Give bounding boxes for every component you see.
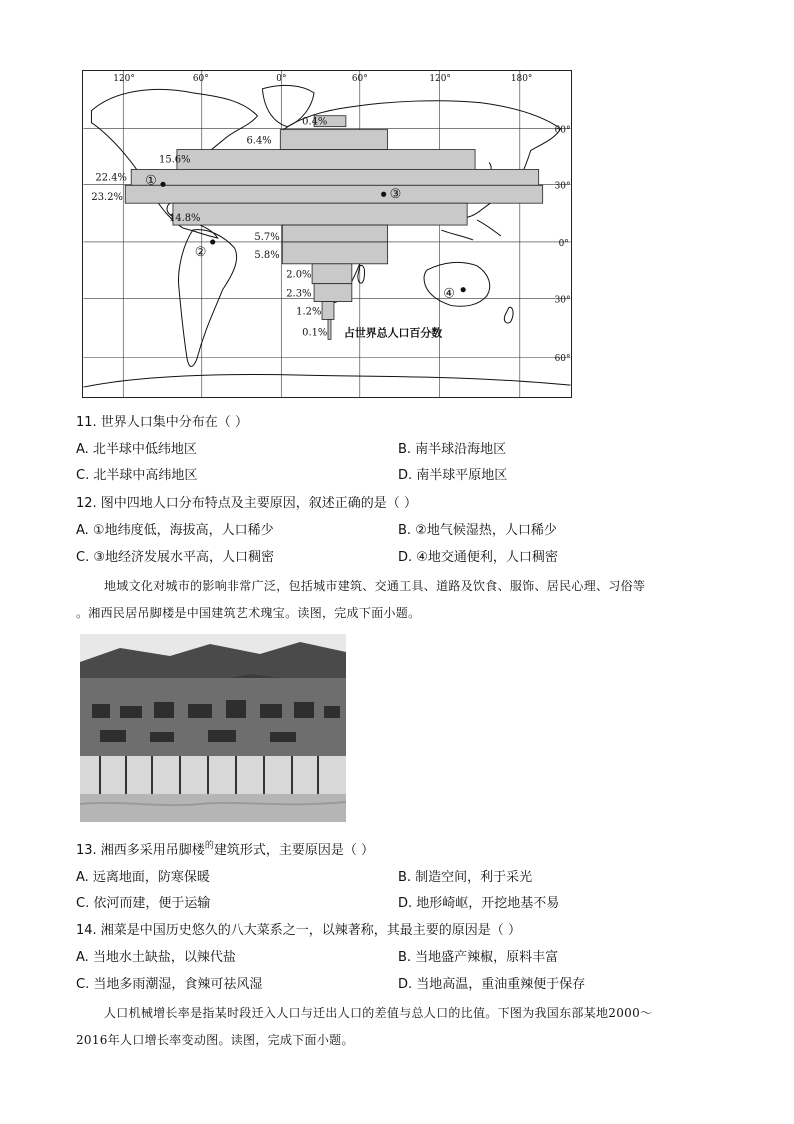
marker-dot-3 (381, 192, 386, 197)
q11-option-d[interactable]: D. 南半球平原地区 (398, 468, 508, 483)
passage1-line2: 。湘西民居吊脚楼是中国建筑艺术瑰宝。读图，完成下面小题。 (76, 606, 421, 620)
q13-option-b[interactable]: B. 制造空间，利于采光 (398, 870, 533, 885)
pct-label-8: 2.0% (286, 269, 312, 281)
marker-dot-1 (160, 182, 165, 187)
stilt-house-photo (80, 634, 346, 822)
lon-label-60w: 60° (192, 73, 209, 84)
q11-stem: 11. 世界人口集中分布在（ ） (76, 415, 248, 430)
photo-svg (80, 634, 346, 822)
q12-option-b[interactable]: B. ②地气候湿热，人口稀少 (398, 523, 557, 538)
bar-22.4 (131, 169, 539, 185)
bar-15.6 (177, 150, 475, 170)
q14-option-c[interactable]: C. 当地多雨潮湿，食辣可祛风湿 (76, 977, 263, 992)
bar-2.0 (312, 264, 352, 284)
q13-stem (76, 842, 374, 861)
q12-option-a[interactable]: A. ①地纬度低，海拔高，人口稀少 (76, 523, 274, 538)
passage1-line1: 地域文化对城市的影响非常广泛，包括城市建筑、交通工具、道路及饮食、服饰、居民心理、习俗等 (104, 579, 646, 593)
q13-option-d[interactable]: D. 地形崎岖，开挖地基不易 (398, 896, 560, 911)
pct-label-7: 5.8% (254, 249, 280, 261)
lat-label-30n: 30° (554, 181, 571, 192)
passage2-line1: 人口机械增长率是指某时段迁入人口与迁出人口的差值与总人口的比值。下图为我国东部某地2000～ (104, 1006, 653, 1020)
q14-stem: 14. 湘菜是中国历史悠久的八大菜系之一，以辣著称，其最主要的原因是（ ） (76, 923, 521, 938)
lon-label-180: 180° (510, 73, 533, 84)
map-svg (83, 71, 571, 397)
pct-label-5: 14.8% (168, 213, 201, 225)
lon-label-120w: 120° (113, 73, 135, 84)
marker-label-2: ② (194, 244, 207, 260)
pct-label-1: 6.4% (246, 135, 272, 147)
bar-6.4 (280, 130, 387, 150)
q12-stem: 12. 图中四地人口分布特点及主要原因，叙述正确的是（ ） (76, 496, 417, 511)
q11-option-c[interactable]: C. 北半球中高纬地区 (76, 468, 198, 483)
pct-label-9: 2.3% (286, 288, 312, 300)
map-legend: 占世界总人口百分数 (343, 326, 443, 340)
pct-label-0: 0.4% (302, 116, 328, 128)
marker-label-1: ① (145, 173, 157, 189)
lat-label-60n: 60° (554, 125, 571, 136)
world-population-map (82, 70, 572, 398)
marker-label-3: ③ (389, 187, 402, 203)
q14-option-b[interactable]: B. 当地盛产辣椒，原料丰富 (398, 950, 559, 965)
q12-option-d[interactable]: D. ④地交通便利，人口稠密 (398, 550, 558, 565)
lon-label-120e: 120° (429, 73, 451, 84)
lat-label-60s: 60° (554, 354, 571, 365)
q14-option-a[interactable]: A. 当地水土缺盐，以辣代盐 (76, 950, 236, 965)
bar-2.3 (314, 284, 352, 302)
marker-label-4: ④ (443, 286, 455, 302)
q13-stem-part-a: 13. 湘西多采用吊脚楼 (76, 843, 205, 858)
bar-1.2 (322, 302, 334, 320)
bar-14.8 (173, 203, 467, 225)
lat-label-0: 0° (558, 238, 569, 249)
pct-label-6: 5.7% (254, 231, 280, 243)
passage2-line2: 2016年人口增长率变动图。读图，完成下面小题。 (76, 1033, 354, 1047)
lon-label-60e: 60° (351, 73, 368, 84)
lon-label-0: 0° (276, 73, 287, 84)
pct-label-10: 1.2% (296, 306, 322, 318)
q13-stem-sup: 的 (204, 841, 214, 851)
pct-label-4: 23.2% (91, 192, 123, 204)
bar-23.2 (125, 185, 542, 203)
marker-dot-4 (461, 287, 466, 292)
q14-option-d[interactable]: D. 当地高温，重油重辣便于保存 (398, 977, 586, 992)
bar-5.7 (282, 225, 387, 242)
population-bars (125, 116, 542, 340)
q11-option-b[interactable]: B. 南半球沿海地区 (398, 442, 507, 457)
bar-5.8 (282, 242, 387, 264)
marker-dot-2 (210, 239, 215, 244)
q13-option-a[interactable]: A. 远离地面，防寒保暖 (76, 870, 210, 885)
q13-stem-part-b: 建筑形式，主要原因是（ ） (213, 843, 374, 858)
pct-label-2: 15.6% (159, 154, 191, 166)
lat-label-30s: 30° (554, 295, 571, 306)
q13-option-c[interactable]: C. 依河而建，便于运输 (76, 896, 211, 911)
q11-option-a[interactable]: A. 北半球中低纬地区 (76, 442, 197, 457)
q12-option-c[interactable]: C. ③地经济发展水平高，人口稠密 (76, 550, 274, 565)
pct-label-3: 22.4% (95, 172, 127, 184)
bar-0.1 (328, 319, 331, 339)
pct-label-11: 0.1% (302, 327, 328, 339)
